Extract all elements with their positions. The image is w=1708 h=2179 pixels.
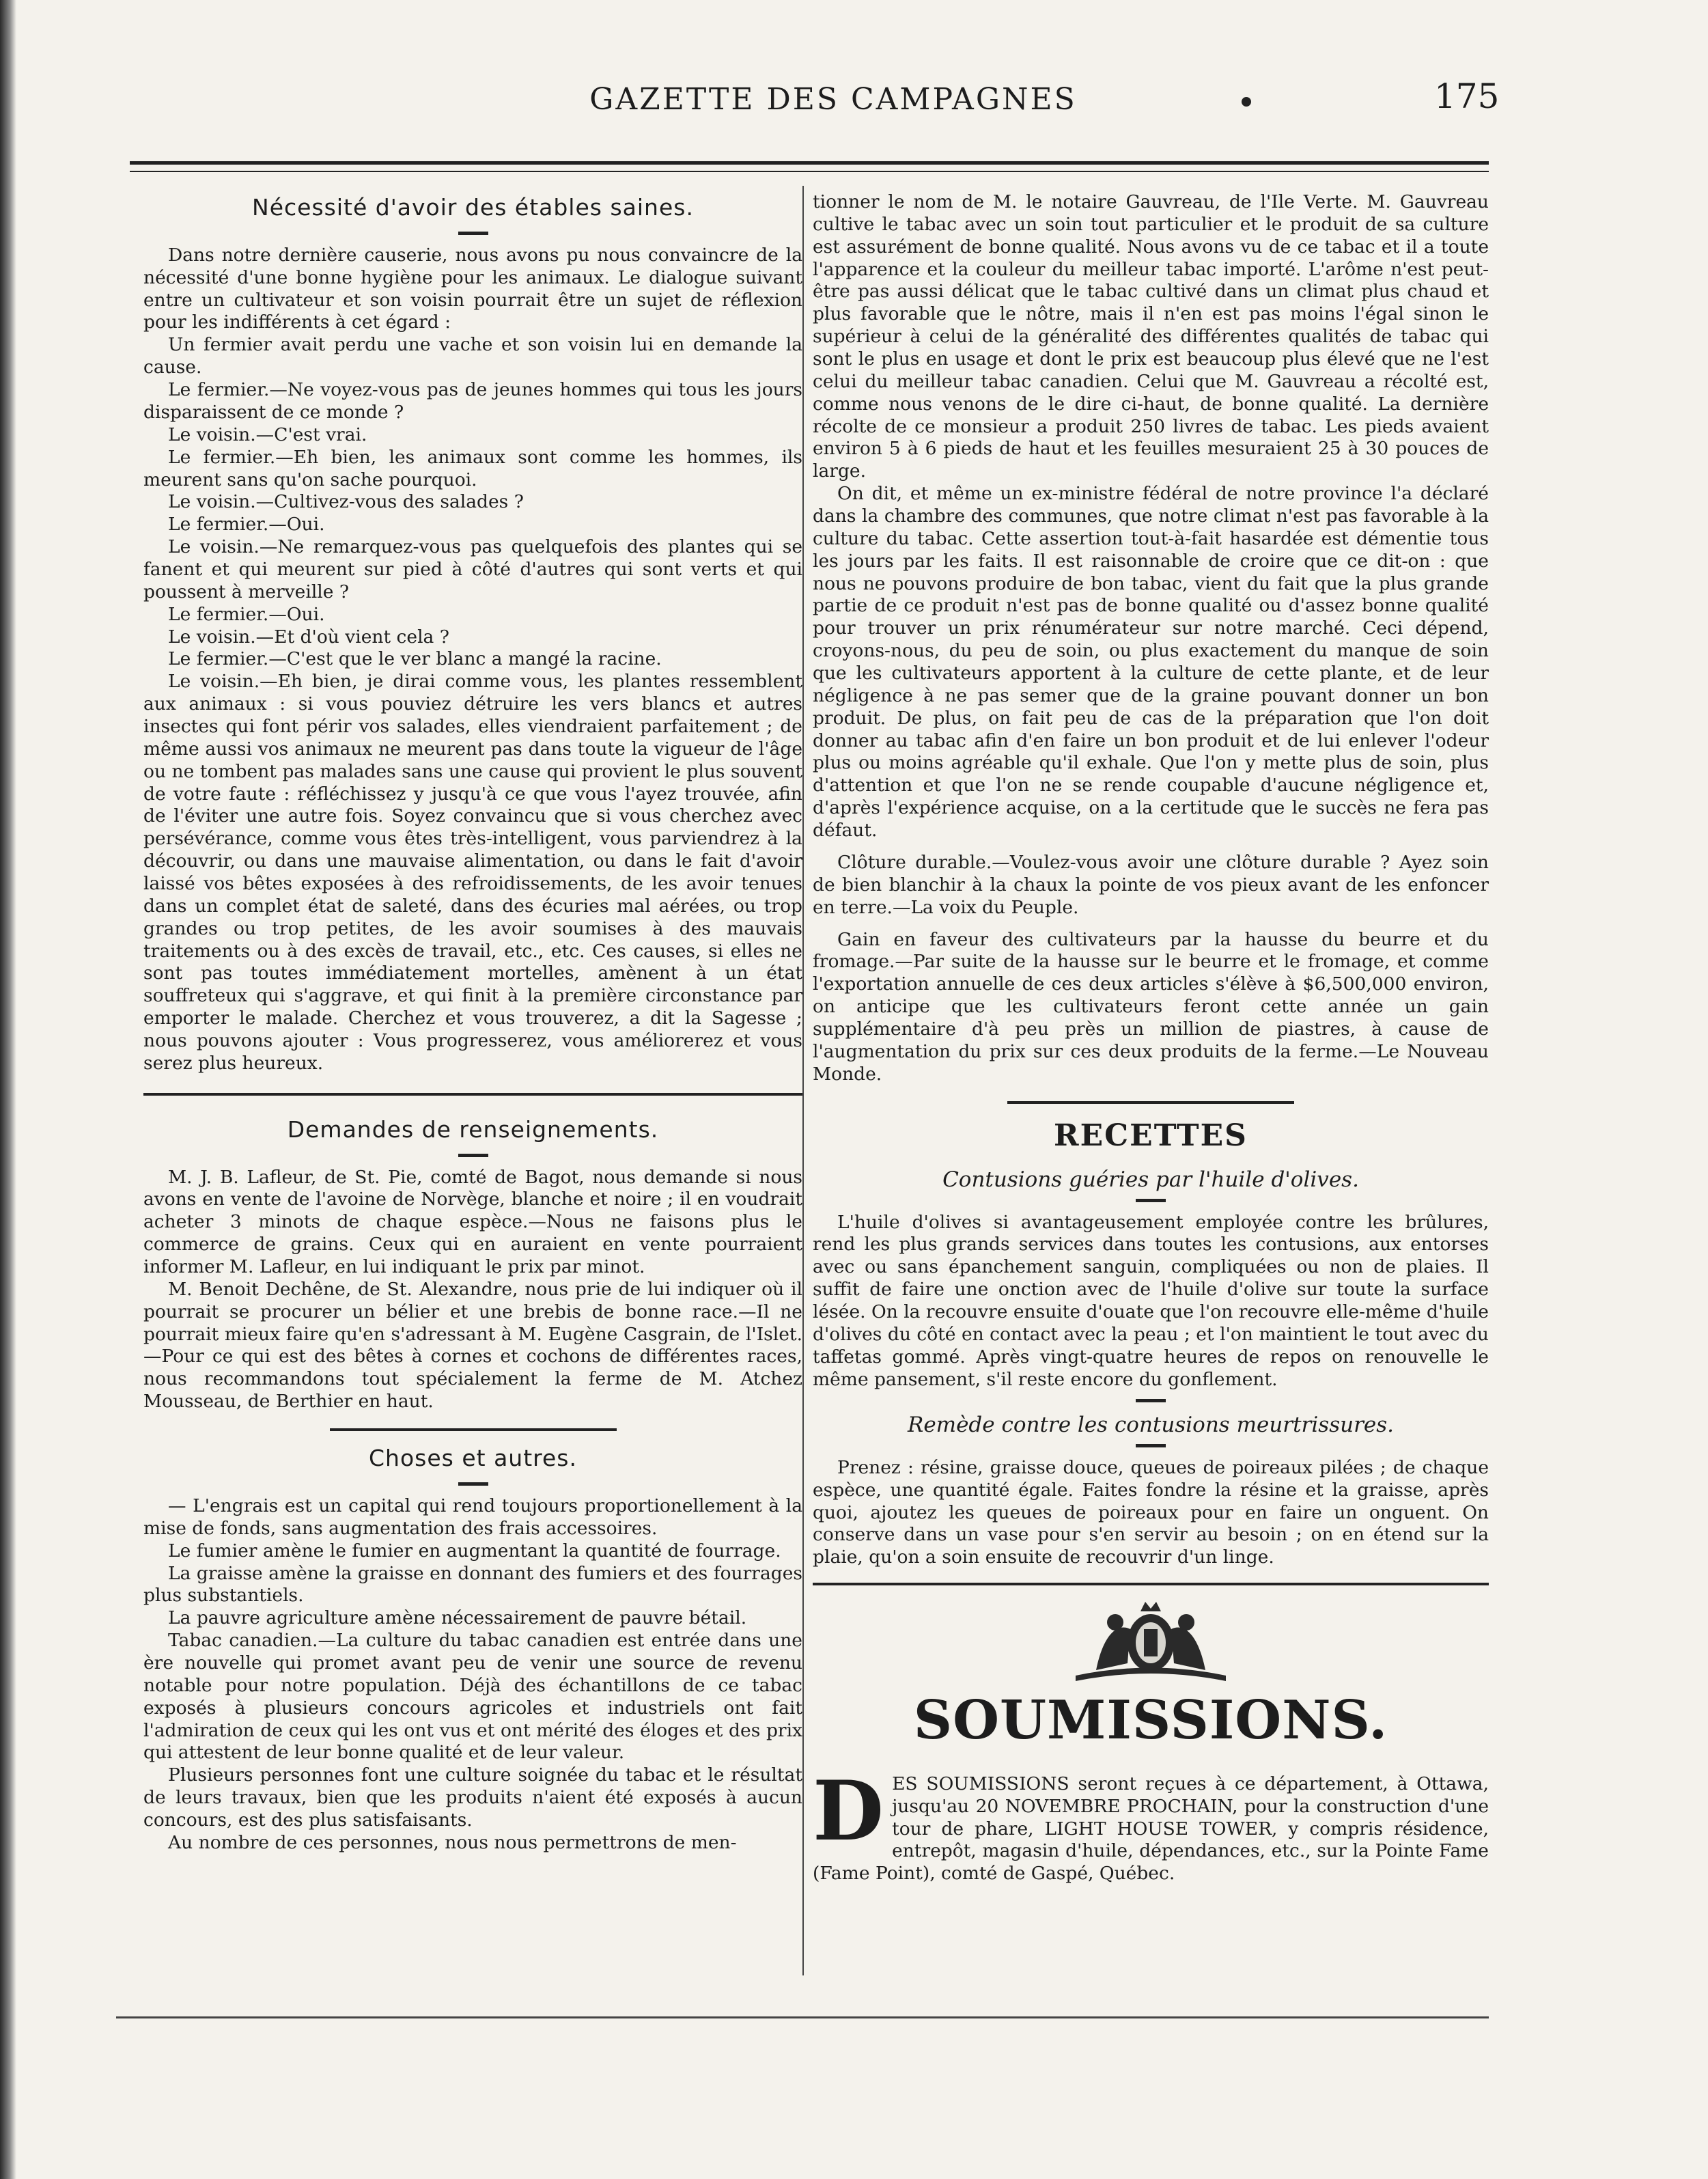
dialogue-line: Le fermier.—Ne voyez-vous pas de jeunes hommes qui tous les jours disparaissent de ce monde ? (143, 379, 802, 423)
section-rule (1007, 1101, 1294, 1104)
paragraph: Clôture durable.—Voulez-vous avoir une clôture durable ? Ayez soin de bien blanchir à la chaux la pointe de vos pieux avant de les enfoncer en terre.—La voix du Peuple. (813, 851, 1489, 918)
paragraph: M. Benoit Dechêne, de St. Alexandre, nous prie de lui indiquer où il pourrait se procurer un bélier et une brebis de bonne race.—Il ne pourrait mieux faire qu'en s'adressant à M. Eugène Casgrain, de l'Islet.—Pour ce qui est des bêtes à cornes et cochons de différentes races, nous recommandons tout spécialement la ferme de M. Atchez Mousseau, de Berthier en haut. (143, 1278, 802, 1413)
footer-rule (116, 2016, 1489, 2018)
column-divider (802, 186, 804, 1975)
header-rule (130, 161, 1489, 172)
section-title-etables: Nécessité d'avoir des étables saines. (252, 194, 694, 221)
paragraph: tionner le nom de M. le notaire Gauvreau, de l'Ile Verte. M. Gauvreau cultive le tabac avec un soin tout particulier et le produit de sa culture est assurément de bonne qualité. Nous avons vu de ce tabac et il a toute l'apparence et la couleur du meilleur tabac importé. L'arôme n'est peut-être pas aussi délicat que le tabac cultivé dans un climat plus chaud et plus favorable que le nôtre, mais il n'en est pas moins l'égal sinon le supérieur à celui de la généralité des différentes qualités de tabac qui sont le plus en usage et dont le prix est beaucoup plus élevé que ne l'est celui du meilleur tabac canadien. Celui que M. Gauvreau a récolté est, comme nous venons de le dire ci-haut, de bonne qualité. La dernière récolte de ce monsieur a produit 250 livres de tabac. Les pieds avaient environ 5 à 6 pieds de haut et les feuilles mesuraient 25 à 30 pouces de large. (813, 191, 1489, 482)
dialogue-line: Le fermier.—Oui. (168, 603, 325, 625)
right-column (813, 191, 1489, 1885)
paragraph: La graisse amène la graisse en donnant des fumiers et des fourrages plus substantiels. (143, 1562, 802, 1607)
header-dot (1242, 97, 1251, 107)
paragraph: La pauvre agriculture amène nécessairement de pauvre bétail. (168, 1607, 747, 1629)
dialogue-line: Le voisin.—C'est vrai. (168, 424, 367, 445)
section-rule (143, 1093, 802, 1096)
royal-coat-of-arms-icon (1028, 1595, 1274, 1684)
dialogue-line: Le voisin.—Eh bien, je dirai comme vous, les plantes ressemblent aux animaux : si vous pouviez détruire les vers blancs et autres insectes qui font périr vos salades, elles viendraient parfaitement ; de même aussi vos animaux ne meurent pas dans toute la vigueur de l'âge ou ne tombent pas malades sans une cause qui provient le plus souvent de votre faute : réfléchissez y jusqu'à ce que vous l'ayez trouvée, afin de l'éviter une autre fois. Soyez convaincu que si vous cherchez avec persévérance, comme vous êtes très-intelligent, vous parviendrez à la découvrir, ou dans une mauvaise alimentation, ou dans le fait d'avoir laissé vos bêtes exposées à des refroidissements, de les avoir tenues dans un complet état de saleté, dans des écuries mal aérées, ou trop grandes ou trop petites, de les avoir soumises à des mauvais traitements ou à des excès de travail, etc., etc. Ces causes, si elles ne sont pas toutes immédiatement mortelles, amènent à un état souffreteux qui s'aggrave, et qui finit à la première circonstance par emporter le malade. Cherchez et vous trouverez, a dit la Sagesse ; nous pouvons ajouter : Vous progresserez, vous améliorerez et vous serez plus heureux. (143, 671, 802, 1074)
paragraph: Le fumier amène le fumier en augmentant la quantité de fourrage. (168, 1540, 781, 1562)
paragraph: — L'engrais est un capital qui rend toujours proportionellement à la mise de fonds, sans augmentation des frais accessoires. (143, 1495, 802, 1539)
left-column (143, 191, 802, 1855)
title-dash (458, 1482, 488, 1486)
title-dash (1136, 1444, 1166, 1447)
recipe-title-huile: Contusions guéries par l'huile d'olives. (942, 1167, 1359, 1193)
section-title-recettes: RECETTES (1054, 1118, 1248, 1153)
soumissions-title: SOUMISSIONS. (913, 1689, 1388, 1752)
title-dash (1136, 1199, 1166, 1202)
dialogue-line: Le fermier.—Eh bien, les animaux sont comme les hommes, ils meurent sans qu'on sache pourquoi. (143, 446, 802, 490)
paragraph: Tabac canadien.—La culture du tabac canadien est entrée dans une ère nouvelle qui promet avant peu de venir une source de revenu notable pour notre population. Déjà des échantillons de ce tabac exposés à plusieurs concours agricoles et industriels ont fait l'admiration de ceux qui les ont vus et ont mérité des éloges et des prix qui attestent de leur bonne qualité et de leur valeur. (143, 1630, 802, 1764)
title-dash (458, 232, 488, 235)
paragraph: M. J. B. Lafleur, de St. Pie, comté de Bagot, nous demande si nous avons en vente de l'avoine de Norvège, blanche et noire ; il en voudrait acheter 3 minots de chaque espèce.—Nous ne faisons plus le commerce de grains. Ceux qui en auraient en vente pourraient informer M. Lafleur, en lui indiquant le prix par minot. (143, 1166, 802, 1278)
section-title-choses: Choses et autres. (369, 1445, 577, 1472)
paragraph: Un fermier avait perdu une vache et son voisin lui en demande la cause. (143, 334, 802, 378)
paragraph: ES SOUMISSIONS seront reçues à ce département, à Ottawa, jusqu'au 20 NOVEMBRE PROCHAIN, pour la construction d'une tour de phare, LIGHT HOUSE TOWER, y compris résidence, entrepôt, magasin d'huile, dépendances, etc., sur la Pointe Fame (Fame Point), comté de Gaspé, Québec. (813, 1773, 1489, 1885)
running-head: GAZETTE DES CAMPAGNES (589, 82, 1077, 117)
dialogue-line: Le voisin.—Cultivez-vous des salades ? (168, 491, 524, 513)
section-rule (813, 1583, 1489, 1585)
dialogue-line: Le fermier.—Oui. (168, 514, 325, 536)
soumissions-notice (813, 1762, 1489, 1885)
binding-edge (0, 0, 16, 2179)
dialogue-line: Le fermier.—C'est que le ver blanc a mangé la racine. (168, 648, 662, 670)
dialogue-line: Le voisin.—Ne remarquez-vous pas quelquefois des plantes qui se fanent et qui meurent sur pied à côté d'autres qui sont verts et qui poussent à merveille ? (143, 536, 802, 602)
page-number: 175 (1434, 77, 1500, 116)
paragraph: Plusieurs personnes font une culture soignée du tabac et le résultat de leurs travaux, bien que les produits n'aient été exposés à aucun concours, est des plus satisfaisants. (143, 1764, 802, 1831)
paragraph: Gain en faveur des cultivateurs par la hausse du beurre et du fromage.—Par suite de la hausse sur le beurre et le fromage, et comme l'exportation annuelle de ces deux articles s'élève à $6,500,000 environ, on anticipe que les cultivateurs feront cette année un gain supplémentaire d'à peu près un million de piastres, à cause de l'augmentation du prix sur ces deux produits de la ferme.—Le Nouveau Monde. (813, 928, 1489, 1085)
section-title-renseignements: Demandes de renseignements. (287, 1115, 659, 1143)
paragraph: L'huile d'olives si avantageusement employée contre les brûlures, rend les plus grands services dans toutes les contusions, aux entorses avec ou sans épanchement sanguin, compliquées ou non de plaies. Il suffit de faire une onction avec de l'huile d'olive sur toute la surface lésée. On la recouvre ensuite d'ouate que l'on recouvre elle-même d'huile d'olives du côté en contact avec la peau ; et l'on maintient le tout avec du taffetas gommé. Après vingt-quatre heures de repos on renouvelle le même pansement, s'il reste encore du gonflement. (813, 1211, 1489, 1390)
title-dash (458, 1154, 488, 1157)
drop-cap: D (813, 1762, 884, 1859)
paragraph: Au nombre de ces personnes, nous nous permettrons de men- (168, 1831, 737, 1853)
paragraph: On dit, et même un ex-ministre fédéral de notre province l'a déclaré dans la chambre des communes, que notre climat n'est pas favorable à la culture du tabac. Cette assertion tout-à-fait hasardée est démentie tous les jours par les faits. Il est raisonnable de croire que ce dit-on : que nous ne pouvons produire de bon tabac, vient du fait que la plus grande partie de ce produit n'est pas de bonne qualité ou d'assez bonne qualité pour trouver un prix rénumérateur sur notre marché. Ceci dépend, croyons-nous, du peu de soin, ou plus exactement du manque de soin que les cultivateurs apportent à la culture de cette plante, et de leur négligence à ne pas semer que de la graine pouvant donner un bon produit. De plus, on fait peu de cas de la préparation que l'on doit donner au tabac afin d'en faire un bon produit et de lui enlever l'odeur plus ou moins agréable qu'il exhale. Que l'on y mette plus de soin, plus d'attention et que l'on ne se rende coupable d'aucune négligence et, d'après l'expérience acquise, on a la certitude que le succès ne fera pas défaut. (813, 483, 1489, 842)
paragraph: Dans notre dernière causerie, nous avons pu nous convaincre de la nécessité d'une bonne hygiène pour les animaux. Le dialogue suivant entre un cultivateur et son voisin pourrait être un sujet de réflexion pour les indifférents à cet égard : (143, 244, 802, 333)
paragraph: Prenez : résine, graisse douce, queues de poireaux pilées ; de chaque espèce, une quantité égale. Faites fondre la résine et la graisse, après quoi, ajoutez les queues de poireaux pour en faire un onguent. On conserve dans un vase pour s'en servir au besoin ; on en étend sur la plaie, qu'on a soin ensuite de recouvrir d'un linge. (813, 1456, 1489, 1568)
dialogue-line: Le voisin.—Et d'où vient cela ? (168, 626, 449, 648)
section-rule (330, 1428, 617, 1431)
title-dash (1136, 1399, 1166, 1402)
recipe-title-remede: Remède contre les contusions meurtrissures. (907, 1413, 1395, 1438)
